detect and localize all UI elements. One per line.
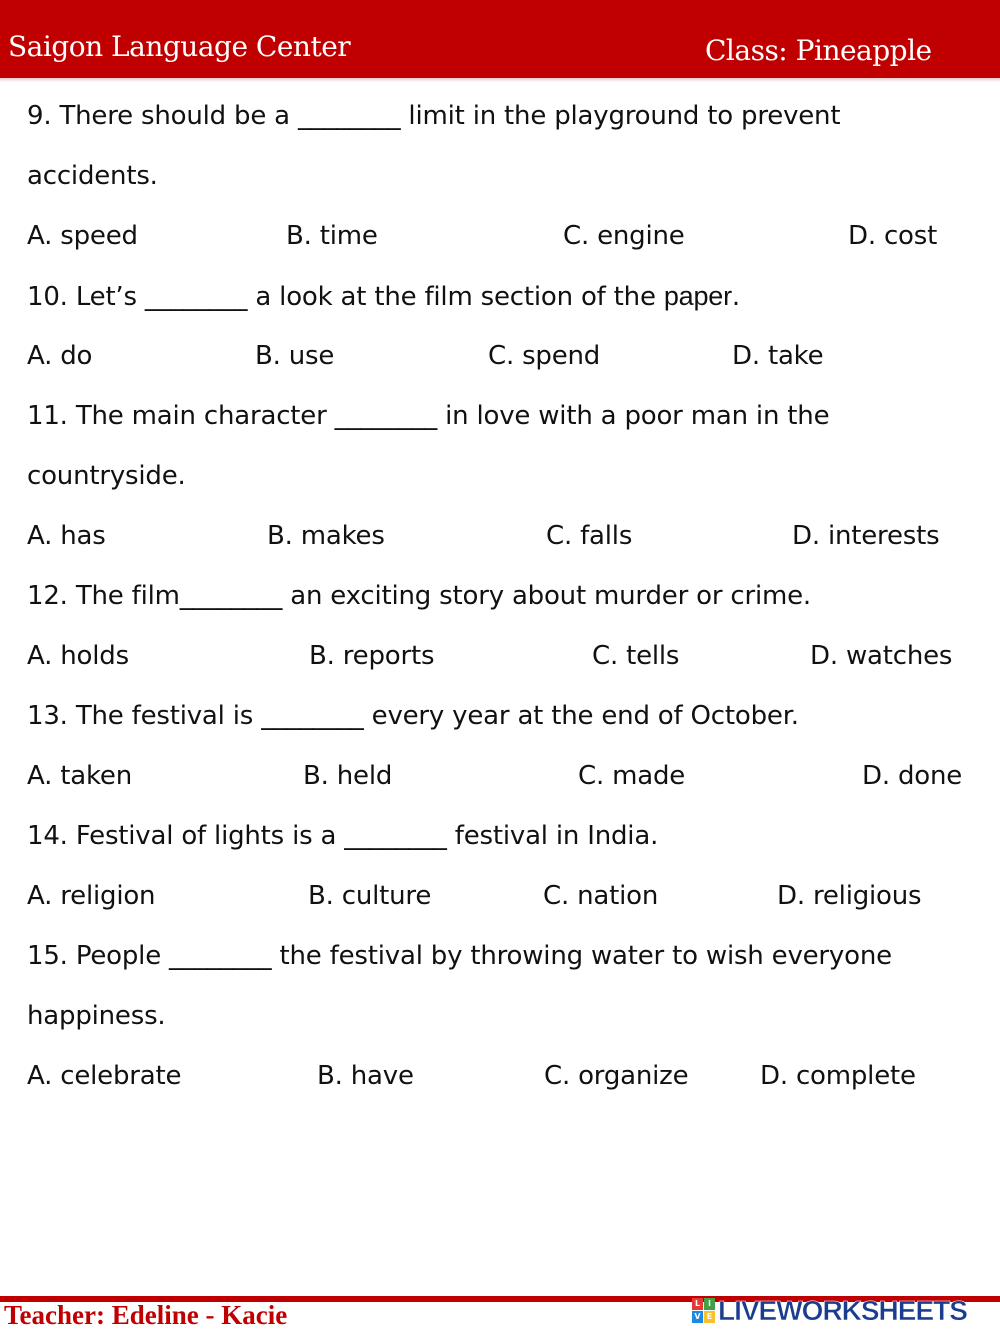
option-15-b: B. have [317,1061,414,1091]
option-9-b: B. time [286,221,378,251]
option-9-a: A. speed [27,221,138,251]
class-label: Class: Pineapple [705,34,932,67]
option-15-a: A. celebrate [27,1061,182,1091]
question-14-line-1: 14. Festival of lights is a ________ festival in India. [27,821,659,851]
option-10-c: C. spend [488,341,601,371]
header-shadow [0,78,1000,82]
question-11-line-1: 11. The main character ________ in love with a poor man in the [27,401,830,431]
option-13-a: A. taken [27,761,132,791]
brand-icon-square: L [692,1298,703,1310]
question-10-line-1 [27,281,740,312]
question-12-line-1: 12. The film________ an exciting story about murder or crime. [27,581,811,611]
option-13-c: C. made [578,761,686,791]
option-11-c: C. falls [546,521,633,551]
option-15-c: C. organize [544,1061,689,1091]
question-9-line-1: 9. There should be a ________ limit in the playground to prevent [27,101,841,131]
brand-icon-square: i [704,1298,715,1310]
liveworksheets-text: LIVEWORKSHEETS [718,1295,967,1326]
option-10-a: A. do [27,341,93,371]
header-bar [0,0,1000,78]
teacher-name: Teacher: Edeline - Kacie [4,1300,288,1330]
option-13-b: B. held [303,761,393,791]
option-12-d: D. watches [810,641,953,671]
option-10-b: B. use [255,341,335,371]
question-13-line-1: 13. The festival is ________ every year at the end of October. [27,701,799,731]
option-12-b: B. reports [309,641,435,671]
liveworksheets-logo[interactable] [692,1295,992,1329]
option-13-d: D. done [862,761,963,791]
option-14-a: A. religion [27,881,156,911]
question-15-line-2: happiness. [27,1001,166,1031]
question-10-paper-word: paper [663,281,732,311]
option-14-d: D. religious [777,881,922,911]
question-10-text: 10. Let’s ________ a look at the film section of the [27,282,664,312]
option-11-d: D. interests [792,521,940,551]
option-15-d: D. complete [760,1061,916,1091]
brand-icon-square: E [704,1311,715,1323]
option-14-c: C. nation [543,881,659,911]
question-11-line-2: countryside. [27,461,186,491]
option-11-b: B. makes [267,521,385,551]
liveworksheets-icon [692,1298,716,1324]
option-9-c: C. engine [563,221,685,251]
option-12-c: C. tells [592,641,680,671]
question-15-line-1: 15. People ________ the festival by throwing water to wish everyone [27,941,892,971]
option-14-b: B. culture [308,881,432,911]
question-10-period: . [731,282,740,312]
option-11-a: A. has [27,521,106,551]
question-9-line-2: accidents. [27,161,158,191]
center-name: Saigon Language Center [8,30,351,63]
brand-icon-square: V [692,1311,703,1323]
option-12-a: A. holds [27,641,129,671]
option-10-d: D. take [732,341,824,371]
option-9-d: D. cost [848,221,938,251]
